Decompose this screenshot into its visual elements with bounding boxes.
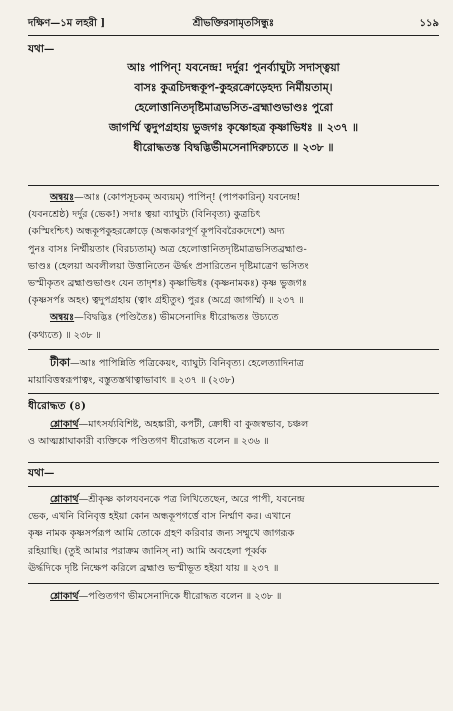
tika-line: টীকা—আঃ পাপিন্নিতি পত্রিকেয়ং, ব্যাঘুট্য বিনিবৃত্য। হেলেত্যাদিনাত্র xyxy=(50,356,304,369)
section-divider xyxy=(28,462,439,463)
dhiroddhata-section xyxy=(28,398,439,451)
verse-block xyxy=(28,58,439,158)
anvaya-line: ভাণ্ডঃ (হেলয়া অবলীলয়া উত্তানিতেন ঊর্দ্ধং প্রসারিতেন দৃষ্টিমাত্রেণ ভসিতং xyxy=(28,260,309,272)
verse-line: জাগর্ম্মি ত্বদুপগ্রহায় ভুজগঃ কৃষ্ণোহত্র কৃষ্ণাভিধঃ ॥ ২৩৭ ॥ xyxy=(108,121,359,134)
anvaya-block xyxy=(28,189,439,344)
shloka2-block xyxy=(28,491,439,577)
shloka3-label: শ্লোকার্থ xyxy=(50,591,79,602)
anvaya-label-2: অন্বয়ঃ xyxy=(50,312,75,324)
shloka3-block xyxy=(28,588,439,605)
verse-line: হেলোত্তানিতদৃষ্টিমাত্রভসিত-ব্রহ্মাণ্ডভাণ্ডঃ পুরো xyxy=(134,101,333,114)
shlokartha-label: শ্লোকার্থ xyxy=(50,419,79,431)
tika-label: টীকা xyxy=(50,356,71,369)
shlokartha-line: ও আত্মশ্লাঘাকারী ব্যক্তিকে পণ্ডিতগণ ধীরোদ্ধত বলেন ॥ ২৩৬ ॥ xyxy=(28,436,269,448)
shlokartha-line: শ্লোকার্থ—মাৎসর্য্যবিশিষ্ট, অহঙ্কারী, কপটী, ক্রোধী বা কুজস্বভাব, চঞ্চল xyxy=(50,419,309,431)
verse-section xyxy=(28,42,439,158)
page-header xyxy=(28,16,439,34)
section-divider xyxy=(28,486,439,487)
anvaya-line: অন্বয়ঃ—আঃ (কোপসূচকম্ অব্যয়ম্) পাপিন্! (পাপকারিন্) যবনেন্দ্র! xyxy=(50,192,301,203)
page-number: ১১৯ xyxy=(419,18,439,29)
anvaya-label: অন্বয়ঃ xyxy=(50,192,75,203)
shloka3-line: শ্লোকার্থ—পণ্ডিতগণ ভীমসেনাদিকে ধীরোদ্ধত বলেন ॥ ২৩৮ ॥ xyxy=(50,591,282,602)
section-divider xyxy=(28,583,439,584)
shloka2-line: ভেক, এখনি বিনিবৃত্ত হইয়া কোন অন্ধকূপগর্ত্তে বাস নির্ম্মাণ কর। এখানে xyxy=(28,511,291,523)
tika-line: মায়াবিত্তস্বরূপাত্বং, বস্তুতস্তথাত্বাভাবাৎ ॥ ২৩৭ ॥ (২৩৮) xyxy=(28,375,235,387)
shloka2-line: ঊর্দ্ধদিকে দৃষ্টি নিক্ষেপ করিলে ব্রহ্মাণ্ড ভস্মীভূত হইয়া যায় ॥ ২৩৭ ॥ xyxy=(28,562,279,574)
verse-line: আঃ পাপিন্! যবনেন্দ্র! দর্দুর! পুনর্ব্যাঘুট্য সদাস্ত্বয়া xyxy=(127,61,340,74)
section-divider xyxy=(28,349,439,350)
header-section: দক্ষিণ—১ম লহরী ] xyxy=(28,18,106,29)
yatha-label-2: যথা— xyxy=(28,467,55,479)
section-divider xyxy=(28,185,439,186)
shloka2-label: শ্লোকার্থ xyxy=(50,494,79,505)
anvaya-line: (কথ্যতে) ॥ ২৩৮ ॥ xyxy=(28,329,101,341)
yatha-section xyxy=(28,466,439,483)
section-heading: ধীরোদ্ধত (৪) xyxy=(28,400,86,412)
shloka2-line: শ্লোকার্থ—শ্রীকৃষ্ণ কালযবনকে পত্র লিখিতেছেন, অরে পাপী, যবনেন্দ্র xyxy=(50,494,305,505)
verse-line: বাসঃ কুত্রচিদন্ধকূপ-কুহরক্রোড়েহদ্য নির্মীয়তাম্। xyxy=(134,81,333,94)
anvaya-line: (কস্মিংশ্চিৎ) অন্ধকূপকুহরক্রোড়ে (অন্ধকারপূর্ণ কূপবিবরৈকদেশে) অদ্য xyxy=(28,226,285,238)
yatha-label: যথা— xyxy=(28,43,55,55)
header-divider xyxy=(28,35,439,36)
anvaya-line: অন্বয়ঃ—বিদ্বদ্ভিঃ (পণ্ডিতৈঃ) ভীমসেনাদিঃ ধীরোদ্ধতঃ উচ্যতে xyxy=(50,312,279,324)
anvaya-line: (যবনশ্রেষ্ঠ) দর্দুর (ভেক!) সদাঃ ত্বয়া ব্যাঘুট্য (বিনিবৃত্য) কুত্রচিৎ xyxy=(28,209,261,221)
shloka2-line: কৃষ্ণ নামক কৃষ্ণসর্পরূপ আমি তোকে গ্রহণ করিবার জন্য সম্মুখে জাগরূক xyxy=(28,528,295,540)
anvaya-line: (কৃষ্ণসর্পঃ অহং) ত্বদুপগ্রহায় (ত্বাং গ্রহীতুং) পুরঃ (অগ্রে জাগর্ম্মি) ॥ ২৩৭ ॥ xyxy=(28,295,304,307)
anvaya-line: ভস্মীকৃতং ব্রহ্মাণ্ডভাণ্ডং যেন তাদৃশঃ) কৃষ্ণাভিধঃ (কৃষ্ণনামকঃ) কৃষ্ণ ভুজগঃ xyxy=(28,278,307,290)
tika-block xyxy=(28,354,439,389)
verse-line: ধীরোদ্ধতস্ত বিদ্বদ্ভির্ভীমসেনাদিরুচ্যতে ॥ ২৩৮ ॥ xyxy=(133,141,334,154)
anvaya-line: পুনঃ বাসঃ নির্ম্মীয়তাং (বিরচ্যতাম্) অত্র হেলোত্তানিতদৃষ্টিমাত্রভসিতব্রহ্মাণ্ড- xyxy=(28,243,307,255)
header-title: শ্রীভক্তিরসামৃতসিন্ধুঃ xyxy=(192,18,275,29)
shloka2-line: রহিয়াছি। (তুই আমার পরাক্রম জানিস্ না) আমি অবহেলা পূর্ব্বক xyxy=(28,545,267,557)
section-divider xyxy=(28,393,439,394)
